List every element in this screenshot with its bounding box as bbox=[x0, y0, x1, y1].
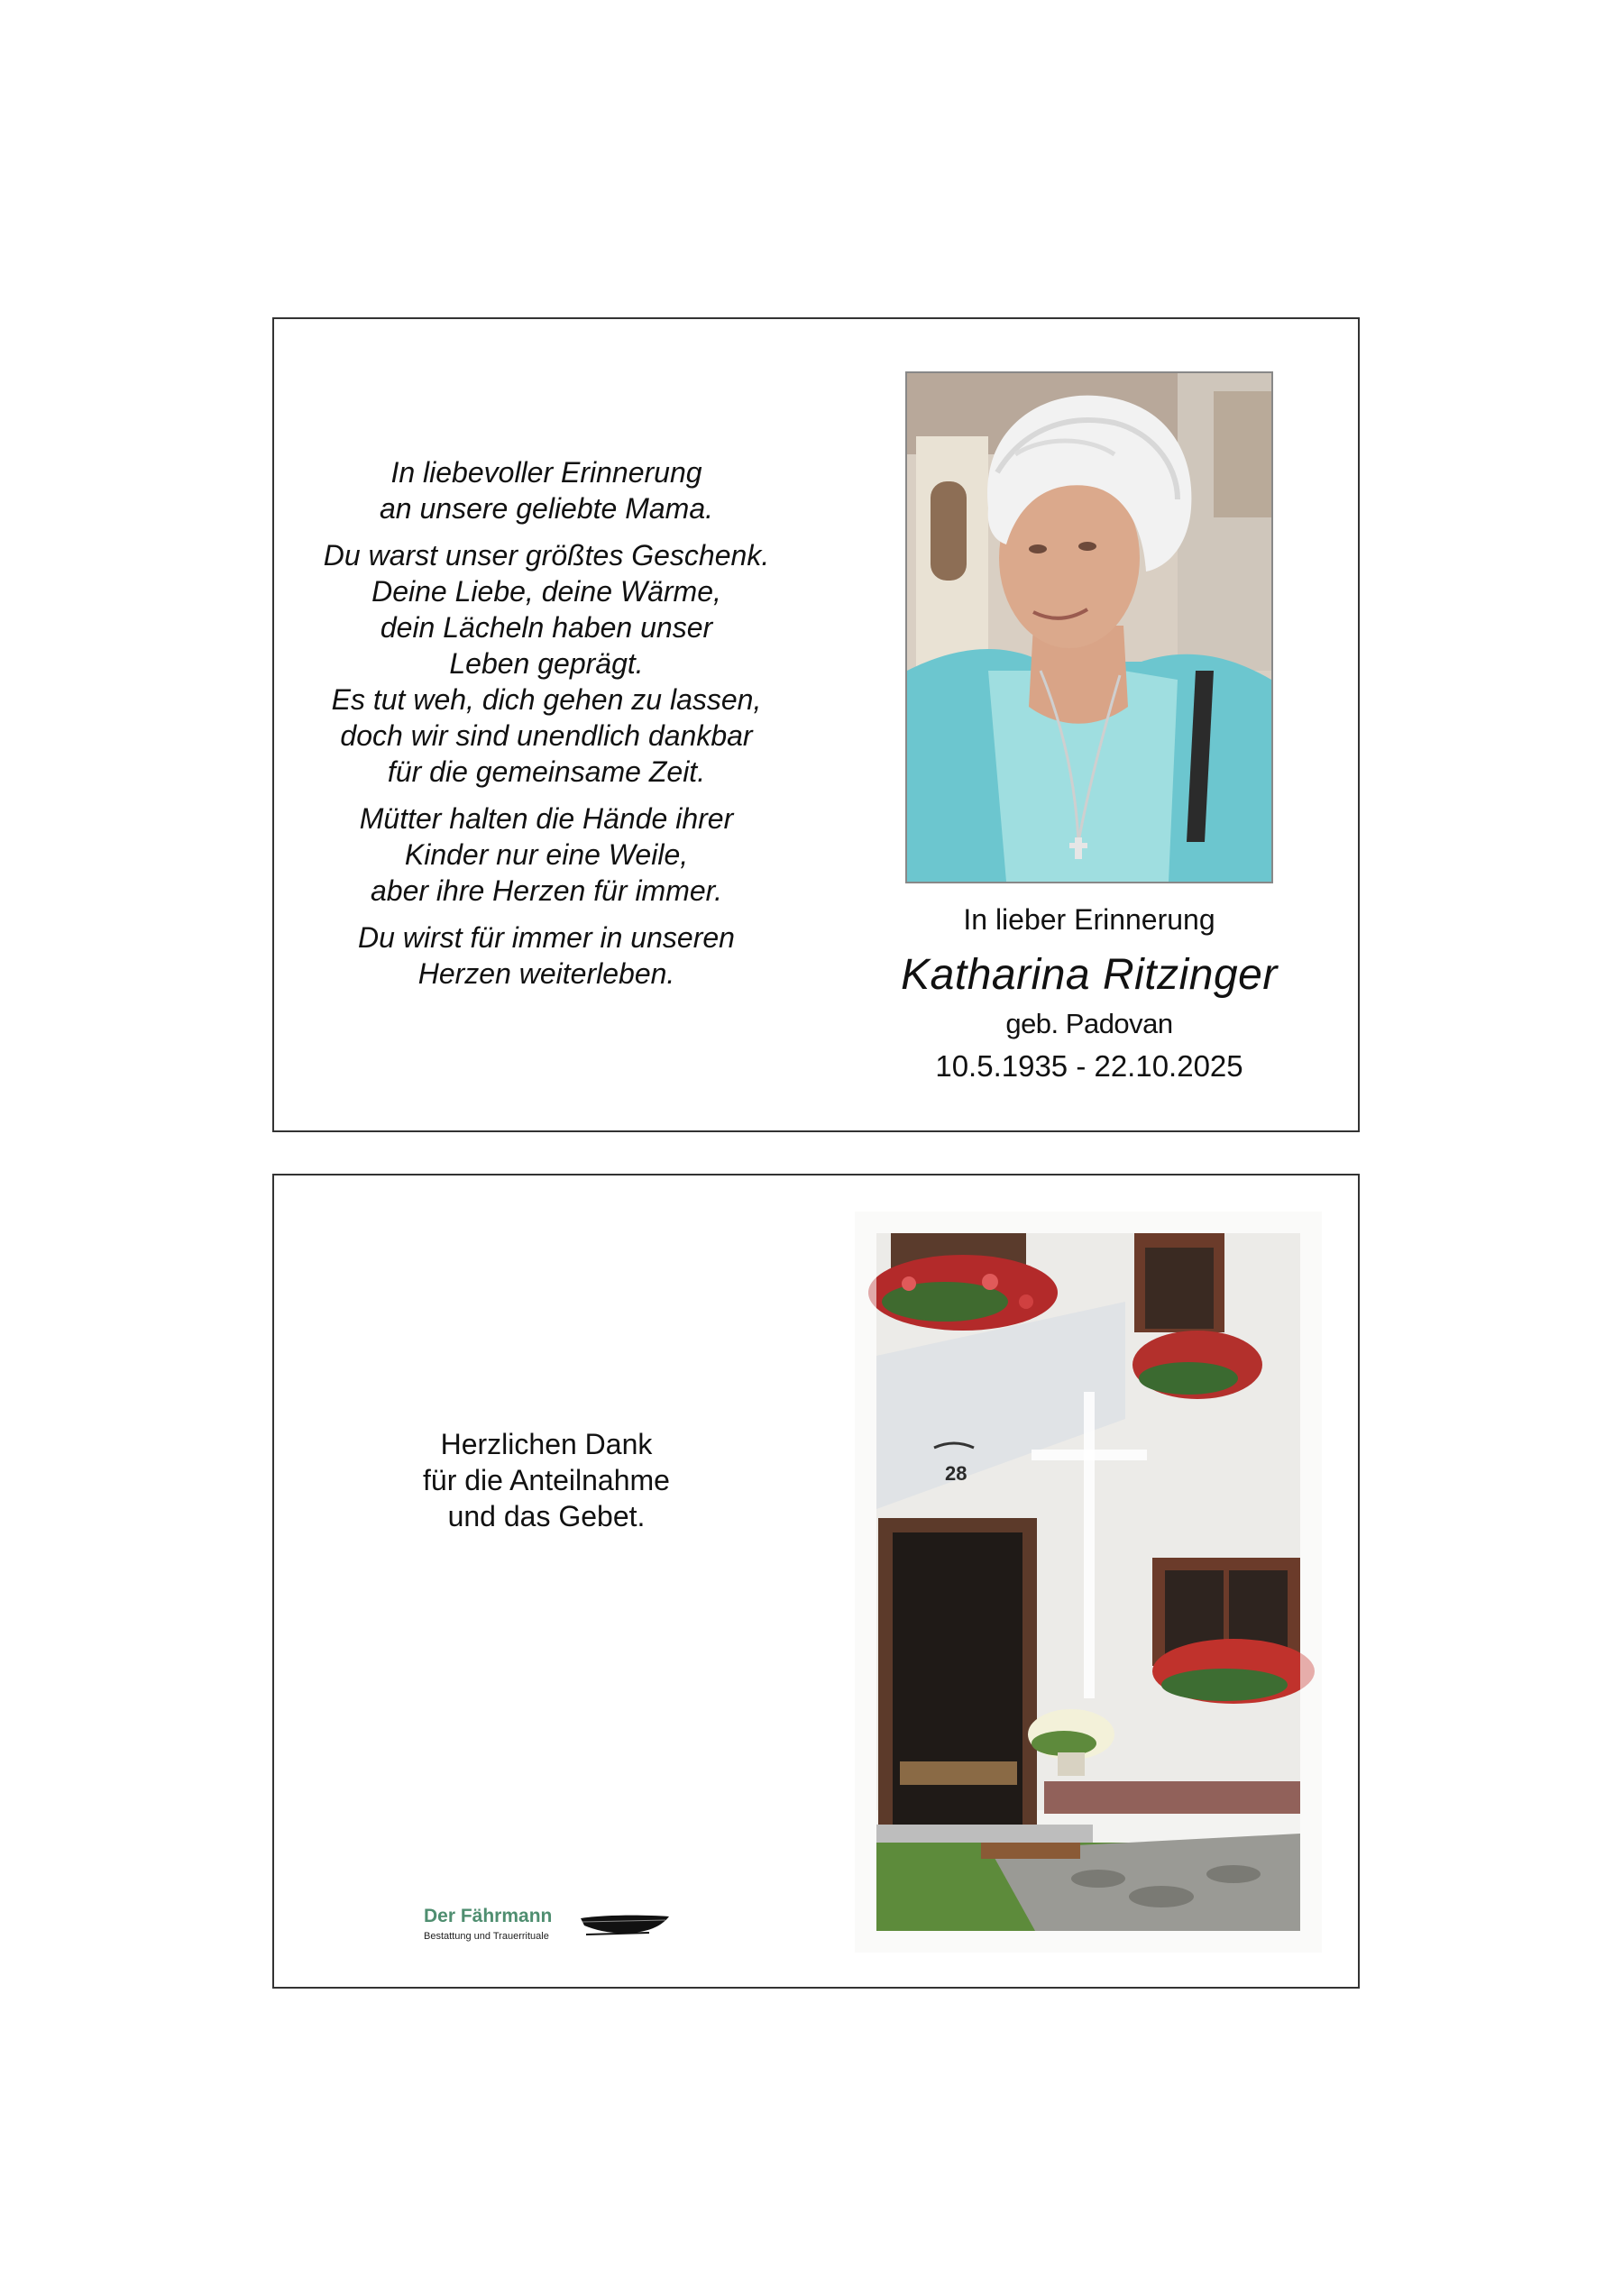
house-number: 28 bbox=[945, 1462, 967, 1485]
poem-stanza-1: In liebevoller Erinnerung an unsere geliebte Mama. bbox=[380, 456, 713, 525]
house-photo bbox=[855, 1212, 1322, 1953]
logo-title: Der Fährmann bbox=[424, 1906, 553, 1926]
thanks-text: Herzlichen Dank für die Anteilnahme und das Gebet. bbox=[423, 1428, 670, 1532]
portrait-photo bbox=[905, 371, 1273, 883]
deceased-name: Katharina Ritzinger bbox=[901, 951, 1278, 999]
poem-stanza-2: Du warst unser größtes Geschenk. Deine Liebe, deine Wärme, dein Lächeln haben unser Leben geprägt. Es tut weh, dich gehen zu lassen, doch wir sind unendlich dankbar für die gemeinsame Zeit. bbox=[323, 539, 770, 788]
poem-stanza-4: Du wirst für immer in unseren Herzen weiterleben. bbox=[358, 921, 735, 990]
back-card bbox=[272, 1174, 1360, 1989]
poem-stanza-3: Mütter halten die Hände ihrer Kinder nur eine Weile, aber ihre Herzen für immer. bbox=[359, 802, 734, 907]
remembrance-heading: In lieber Erinnerung bbox=[963, 903, 1215, 936]
front-card bbox=[272, 317, 1360, 1132]
life-dates: 10.5.1935 - 22.10.2025 bbox=[935, 1049, 1243, 1083]
logo-subtitle: Bestattung und Trauerrituale bbox=[424, 1931, 549, 1942]
boat-icon bbox=[579, 1911, 671, 1940]
funeral-home-logo bbox=[424, 1906, 694, 1951]
maiden-name: geb. Padovan bbox=[1005, 1008, 1173, 1039]
poem bbox=[310, 454, 783, 1002]
